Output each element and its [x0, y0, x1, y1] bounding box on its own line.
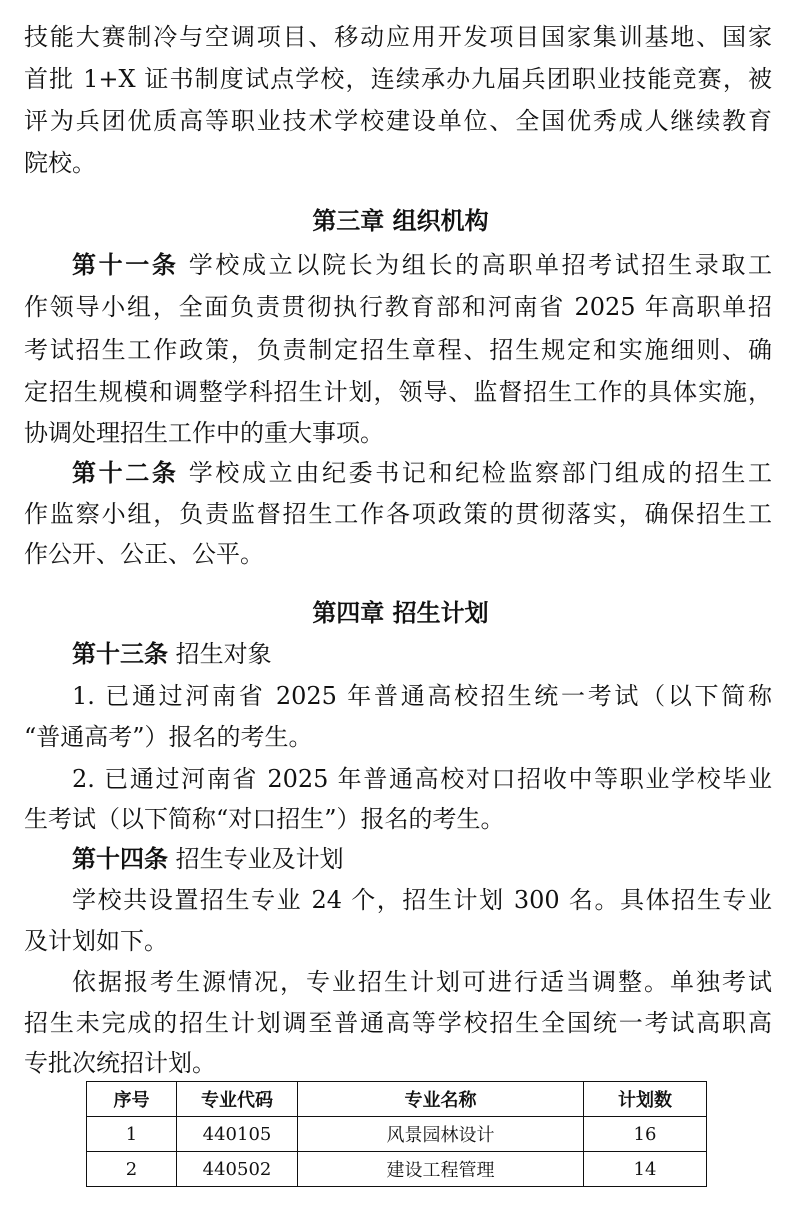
cell-index: 2 — [87, 1152, 177, 1187]
column-header-plan-count: 计划数 — [584, 1082, 707, 1117]
text-line: “普通高考”）报名的考生。 — [24, 723, 313, 751]
text-line: 招生未完成的招生计划调至普通高等学校招生全国统一考试高职高 — [24, 1009, 772, 1037]
text-line: 院校。 — [24, 149, 96, 177]
cell-plan-count: 16 — [584, 1117, 707, 1152]
article-12-label: 第十二条 — [72, 458, 179, 487]
column-header-index: 序号 — [87, 1082, 177, 1117]
text-line: 专批次统招计划。 — [24, 1049, 216, 1077]
text-line: 协调处理招生工作中的重大事项。 — [24, 419, 384, 447]
text-line: 2. 已通过河南省 2025 年普通高校对口招收中等职业学校毕业 — [72, 765, 772, 793]
text-line: 学校共设置招生专业 24 个，招生计划 300 名。具体招生专业 — [72, 886, 772, 914]
column-header-major-name: 专业名称 — [298, 1082, 584, 1117]
text-line: 技能大赛制冷与空调项目、移动应用开发项目国家集训基地、国家 — [24, 23, 772, 51]
article-11-first-line — [72, 248, 772, 282]
table-header-row — [87, 1082, 707, 1117]
text-line: 作公开、公正、公平。 — [24, 540, 264, 568]
text-line: 生考试（以下简称“对口招生”）报名的考生。 — [24, 805, 505, 833]
article-13-line — [72, 637, 772, 671]
text-line: 考试招生工作政策，负责制定招生章程、招生规定和实施细则、确 — [24, 336, 772, 364]
article-14-title: 招生专业及计划 — [175, 845, 344, 873]
text-line: 及计划如下。 — [24, 927, 168, 955]
cell-major-code: 440502 — [177, 1152, 298, 1187]
article-13-label: 第十三条 — [72, 639, 168, 668]
cell-major-name: 风景园林设计 — [298, 1117, 584, 1152]
enrollment-plan-table — [86, 1081, 707, 1187]
article-12-text: 学校成立由纪委书记和纪检监察部门组成的招生工 — [188, 459, 773, 487]
cell-major-code: 440105 — [177, 1117, 298, 1152]
column-header-major-code: 专业代码 — [177, 1082, 298, 1117]
table-row — [87, 1152, 707, 1187]
cell-major-name: 建设工程管理 — [298, 1152, 584, 1187]
text-line: 定招生规模和调整学科招生计划，领导、监督招生工作的具体实施， — [24, 378, 772, 406]
cell-index: 1 — [87, 1117, 177, 1152]
chapter-4-heading: 第四章 招生计划 — [312, 598, 489, 627]
text-line: 作领导小组，全面负责贯彻执行教育部和河南省 2025 年高职单招 — [24, 293, 772, 321]
text-line: 评为兵团优质高等职业技术学校建设单位、全国优秀成人继续教育 — [24, 107, 772, 135]
article-12-first-line — [72, 456, 772, 490]
article-13-title: 招生对象 — [175, 640, 272, 668]
article-11-text: 学校成立以院长为组长的高职单招考试招生录取工 — [188, 251, 773, 279]
table-row — [87, 1117, 707, 1152]
article-11-label: 第十一条 — [72, 250, 179, 279]
text-line: 首批 1+X 证书制度试点学校，连续承办九届兵团职业技能竞赛，被 — [24, 65, 772, 93]
text-line: 作监察小组，负责监督招生工作各项政策的贯彻落实，确保招生工 — [24, 500, 772, 528]
text-line: 1. 已通过河南省 2025 年普通高校招生统一考试（以下简称 — [72, 682, 772, 710]
text-line: 依据报考生源情况，专业招生计划可进行适当调整。单独考试 — [72, 968, 772, 996]
cell-plan-count: 14 — [584, 1152, 707, 1187]
chapter-3-heading: 第三章 组织机构 — [312, 206, 489, 235]
article-14-line — [72, 842, 772, 876]
article-14-label: 第十四条 — [72, 844, 168, 873]
